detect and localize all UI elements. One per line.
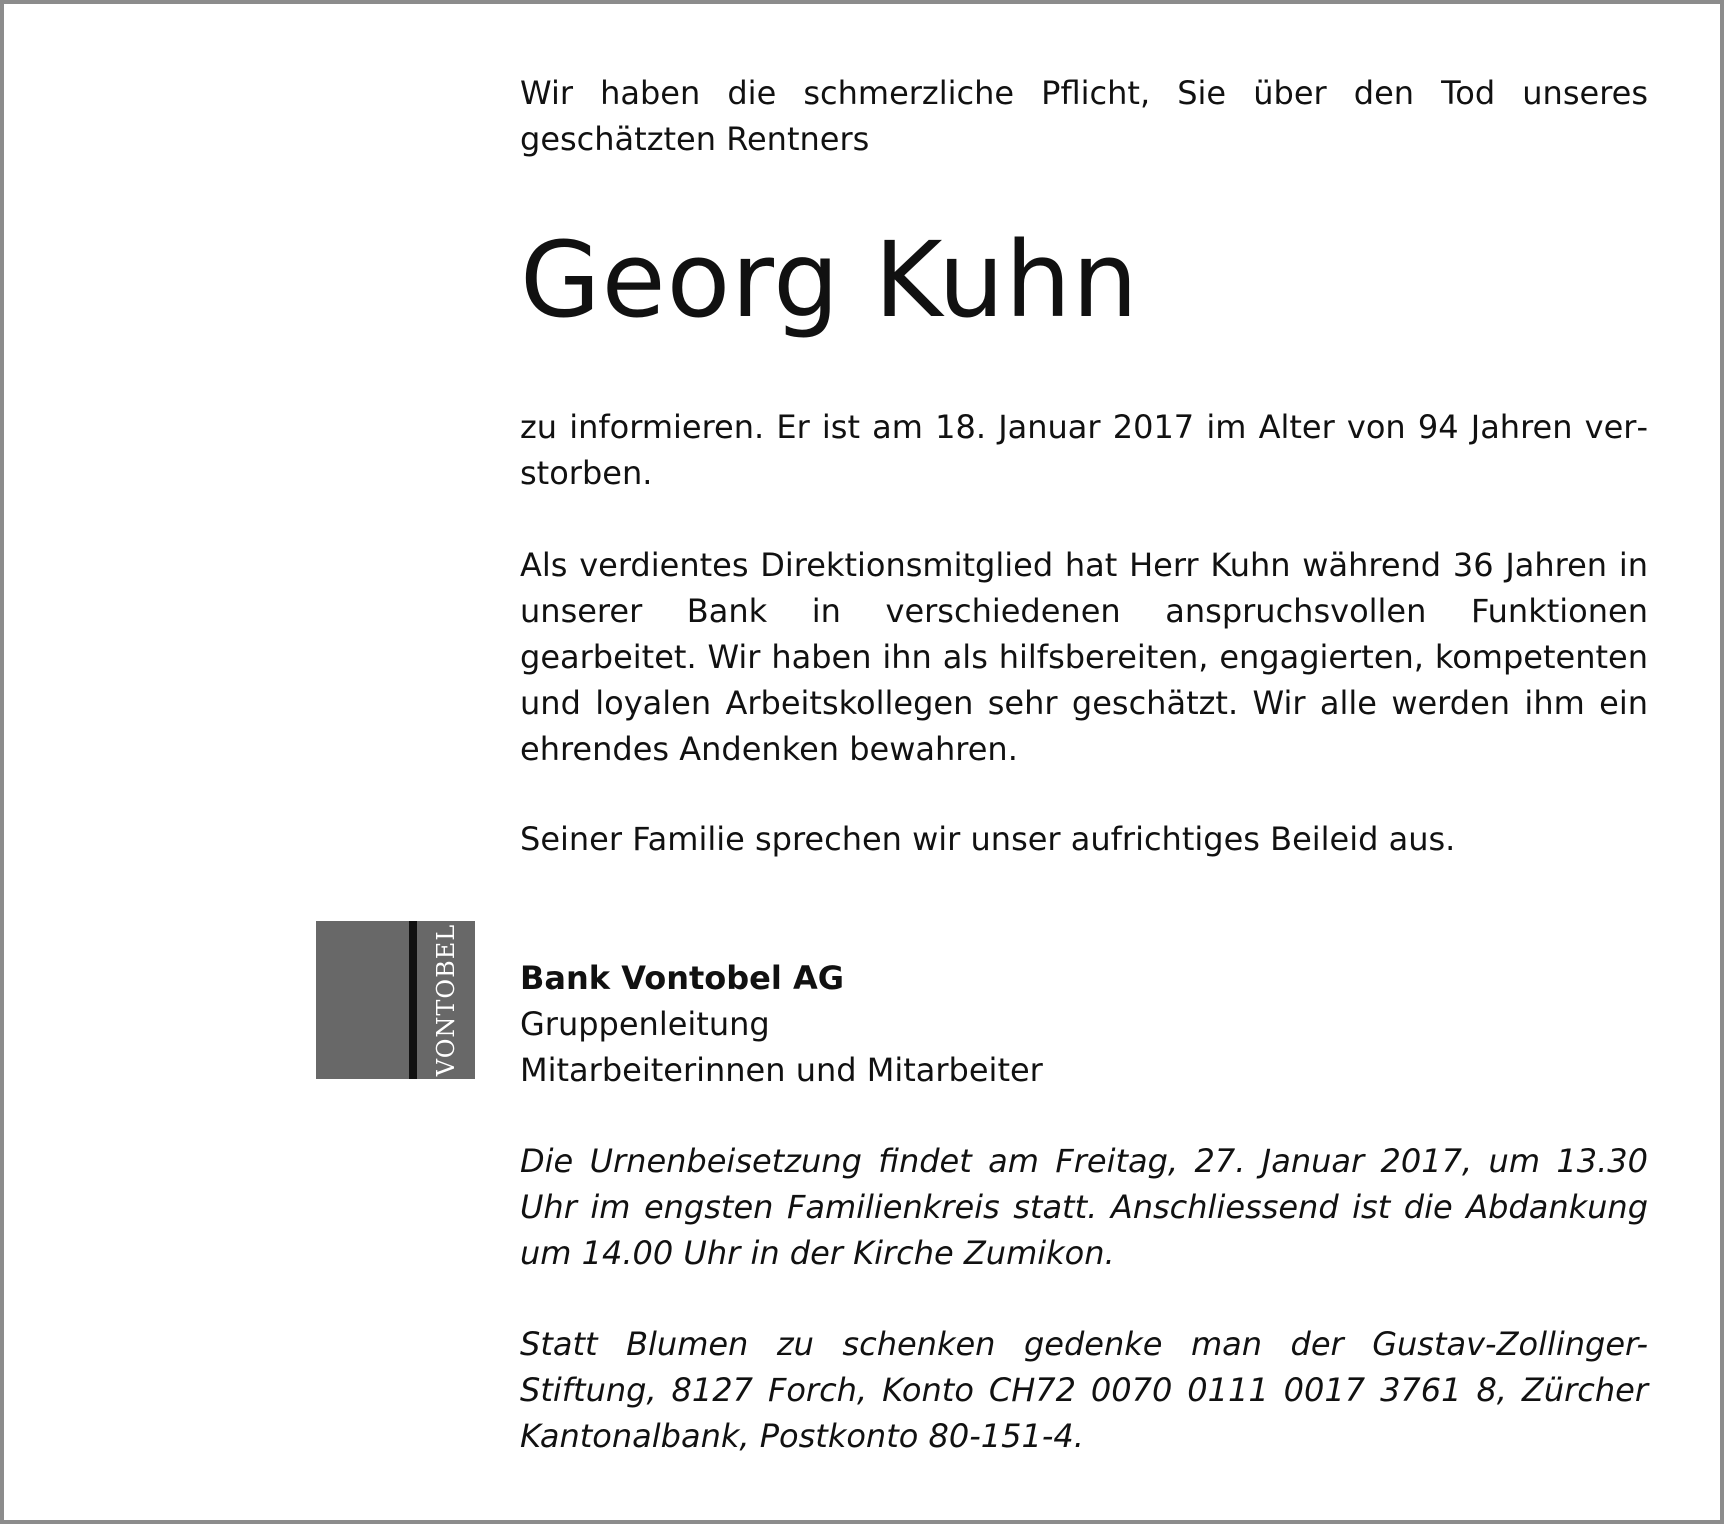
vontobel-logo [316, 921, 475, 1079]
deceased-name: Georg Kuhn [520, 219, 1139, 341]
intro-text: Wir haben die schmerzliche Pflicht, Sie über den Tod unseres geschätzten Rentners [520, 74, 1648, 158]
logo-block [316, 921, 409, 1079]
donation-info-paragraph: Statt Blumen zu schenken gedenke man der Gustav-Zollinger-Stiftung, 8127 Forch, Konto CH72 0070 0111 0017 3761 8, Zürcher Kantonalbank, Postkonto 80-151-4. [520, 1325, 1648, 1455]
signature-line-2: Mitarbeiterinnen und Mitarbeiter [520, 1051, 1043, 1089]
signature-company: Bank Vontobel AG [520, 959, 844, 997]
logo-bar [409, 921, 417, 1079]
death-info-paragraph: zu informieren. Er ist am 18. Januar 2017 im Alter von 94 Jahren verstorben. [520, 408, 1648, 492]
career-paragraph: Als verdientes Direktionsmitglied hat Herr Kuhn während 36 Jahren in unserer Bank in verschiedenen anspruchsvollen Funktionen gearbeitet. Wir haben ihn als hilfsbereiten, engagierten, kompetenten und loyalen Arbeitskollegen sehr geschätzt. Wir alle werden ihm ein ehrendes Andenken bewahren. [520, 546, 1648, 768]
logo-wordmark: VONTOBEL [432, 923, 460, 1077]
condolence-paragraph: Seiner Familie sprechen wir unser aufrichtiges Beileid aus. [520, 820, 1456, 858]
funeral-info-paragraph: Die Urnenbeisetzung findet am Freitag, 27. Januar 2017, um 13.30 Uhr im engsten Familienkreis statt. Anschliessend ist die Abdankung um 14.00 Uhr in der Kirche Zumikon. [520, 1142, 1648, 1272]
signature-line-1: Gruppenleitung [520, 1005, 770, 1043]
signature-block [520, 955, 1420, 1093]
